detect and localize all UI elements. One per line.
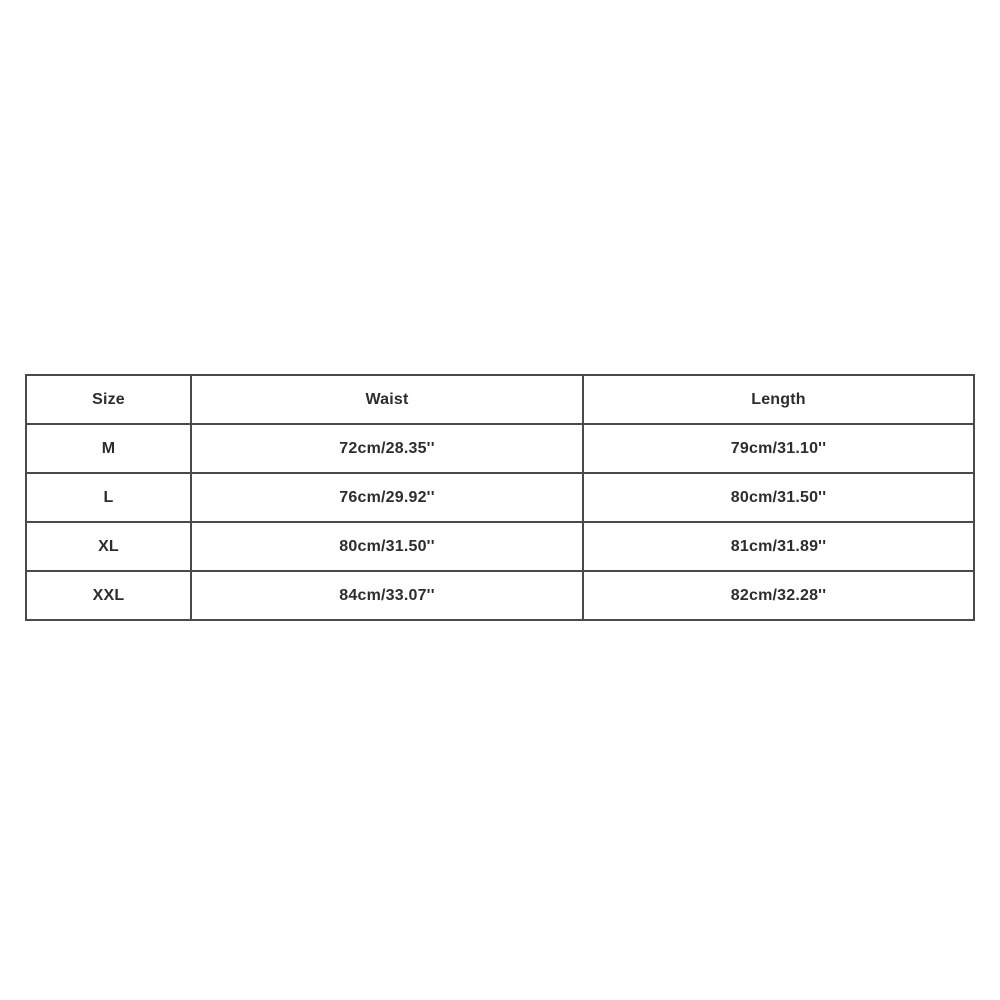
table-row-l <box>26 473 974 522</box>
table-row-xxl <box>26 571 974 620</box>
table-row-m <box>26 424 974 473</box>
length-cell: 81cm/31.89'' <box>583 522 974 571</box>
waist-cell: 80cm/31.50'' <box>191 522 583 571</box>
length-cell: 82cm/32.28'' <box>583 571 974 620</box>
table-row-xl <box>26 522 974 571</box>
column-header-length: Length <box>583 375 974 424</box>
length-cell: 80cm/31.50'' <box>583 473 974 522</box>
column-header-size: Size <box>26 375 191 424</box>
length-cell: 79cm/31.10'' <box>583 424 974 473</box>
size-cell: M <box>26 424 191 473</box>
size-cell: XL <box>26 522 191 571</box>
header-row <box>26 375 974 424</box>
size-cell: XXL <box>26 571 191 620</box>
size-chart-table <box>25 374 975 621</box>
waist-cell: 76cm/29.92'' <box>191 473 583 522</box>
waist-cell: 72cm/28.35'' <box>191 424 583 473</box>
waist-cell: 84cm/33.07'' <box>191 571 583 620</box>
size-cell: L <box>26 473 191 522</box>
column-header-waist: Waist <box>191 375 583 424</box>
